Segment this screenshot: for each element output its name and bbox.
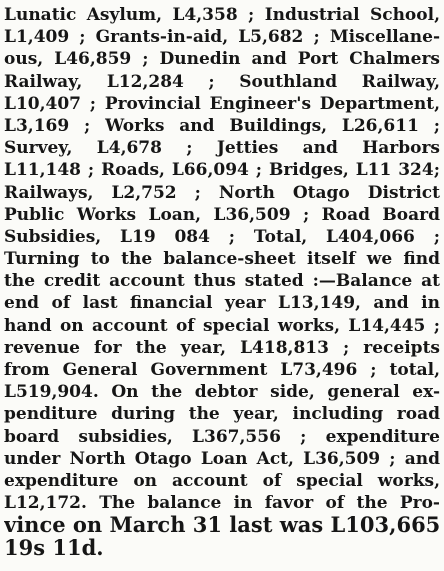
article-column bbox=[4, 4, 440, 559]
article-line: Railway, L12,284 ; Southland Railway, bbox=[4, 71, 440, 92]
article-line: end of last financial year L13,149, and in bbox=[4, 293, 440, 314]
article-line: hand on account of special works, L14,445 ; bbox=[4, 315, 440, 336]
article-line: L519,904. On the debtor side, general ex- bbox=[4, 382, 440, 403]
article-line: from General Government L73,496 ; total, bbox=[4, 360, 440, 380]
article-line: board subsidies, L367,556 ; expenditure bbox=[4, 426, 440, 447]
article-line: L12,172. The balance in favor of the Pro- bbox=[4, 493, 440, 514]
article-line: under North Otago Loan Act, L36,509 ; and bbox=[4, 448, 440, 469]
article-line: ous, L46,859 ; Dunedin and Port Chalmers bbox=[4, 49, 440, 70]
article-line: the credit account thus stated :—Balance at bbox=[4, 271, 440, 292]
article-line: L1,409 ; Grants-in-aid, L5,682 ; Miscellane- bbox=[4, 27, 440, 48]
article-line: Subsidies, L19 084 ; Total, L404,066 ; bbox=[4, 226, 440, 247]
article-line: penditure during the year, including road bbox=[4, 404, 440, 425]
article-line: Turning to the balance-sheet itself we find bbox=[4, 249, 440, 270]
article-line: Public Works Loan, L36,509 ; Road Board bbox=[4, 204, 440, 225]
article-line: vince on March 31 last was L103,665 bbox=[4, 514, 440, 537]
article-line: Lunatic Asylum, L4,358 ; Industrial School, bbox=[4, 5, 440, 25]
article-line: Survey, L4,678 ; Jetties and Harbors bbox=[4, 138, 440, 159]
article-line: revenue for the year, L418,813 ; receipts bbox=[4, 337, 440, 358]
article-line: L10,407 ; Provincial Engineer's Department, bbox=[4, 93, 440, 114]
article-line: Railways, L2,752 ; North Otago District bbox=[4, 182, 440, 203]
article-line: 19s 11d. bbox=[4, 536, 104, 559]
article-line: L11,148 ; Roads, L66,094 ; Bridges, L11 324; bbox=[4, 160, 440, 181]
article-line: L3,169 ; Works and Buildings, L26,611 ; bbox=[4, 115, 440, 136]
article-line: expenditure on account of special works, bbox=[4, 470, 440, 491]
